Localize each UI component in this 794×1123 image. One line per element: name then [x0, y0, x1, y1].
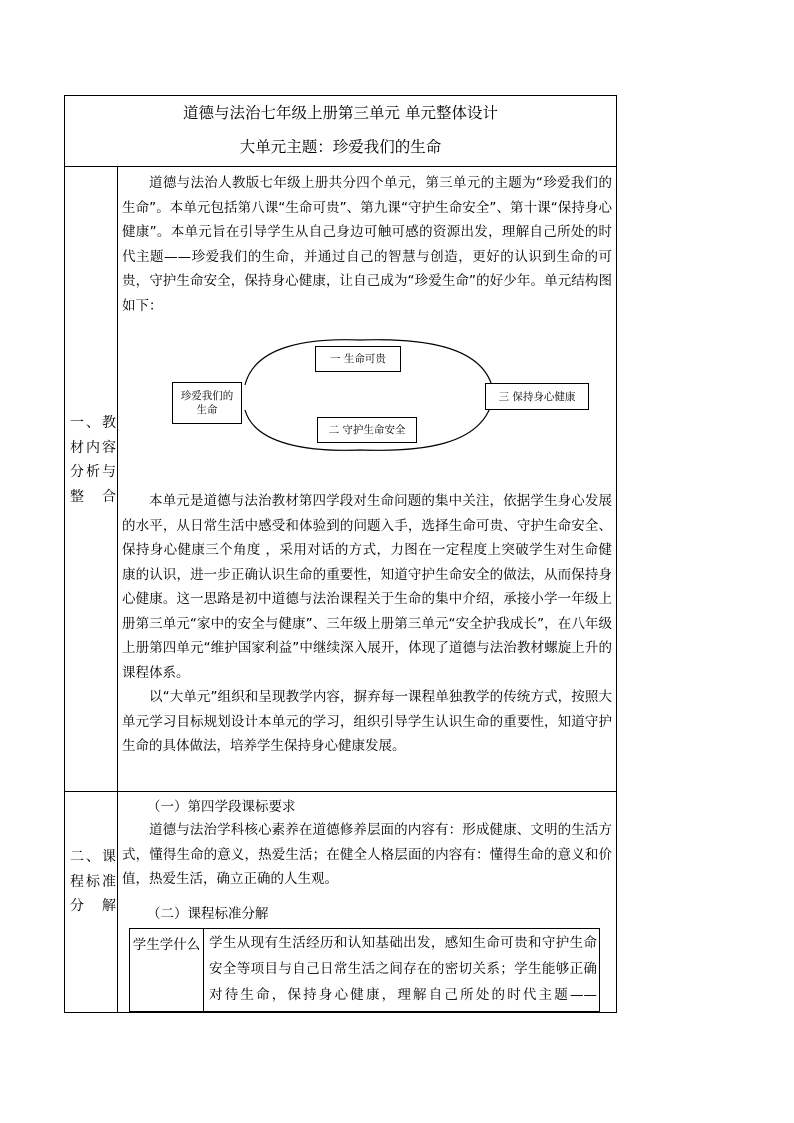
diagram-node-2-label: 二 守护生命安全	[328, 424, 406, 436]
section1-paragraph-3: 以“大单元”组织和呈现教学内容，摒弃每一课程单独教学的传统方式，按照大单元学习目标规划设计本单元的学习，组织引导学生认识生命的重要性，知道守护生命的具体做法，培养学生保持身心健康发展。	[122, 689, 612, 754]
unit-theme-title: 大单元主题：珍爱我们的生命	[239, 138, 442, 156]
standards-table-divider	[203, 928, 204, 1012]
section1-body	[122, 489, 612, 759]
diagram-center-node	[172, 382, 242, 424]
section2-subheading-2: （二）课程标准分解	[147, 906, 269, 922]
standards-row-text: 学生从现有生活经历和认知基础出发，感知生命可贵和守护生命安全等项目与自己日常生活之间存在的密切关系；学生能够正确对待生命，保持身心健康，理解自己所处的时代主题——	[209, 935, 597, 1003]
section2-label: 二、课程标准分解	[70, 849, 116, 914]
table-divider-section	[64, 791, 617, 792]
section1-label: 一、教材内容分析与整合	[70, 415, 116, 505]
table-column-divider	[117, 166, 118, 1013]
diagram-node-1-label: 一 生命可贵	[330, 353, 386, 365]
section2-paragraph-1: 道德与法治学科核心素养在道德修养层面的内容有：形成健康、文明的生活方式，懂得生命的意义，热爱生活；在健全人格层面的内容有：懂得生命的意义和价值，热爱生活，确立正确的人生观。	[122, 822, 612, 887]
diagram-center-label: 珍爱我们的生命	[180, 390, 234, 416]
diagram-node-3	[485, 383, 589, 410]
section2-subheading-1: （一）第四学段课标要求	[147, 799, 296, 815]
table-divider-title	[64, 166, 617, 167]
diagram-node-2	[317, 417, 417, 443]
standards-row-label: 学生学什么	[132, 937, 201, 953]
section1-intro-paragraph	[122, 171, 612, 318]
diagram-node-3-label: 三 保持身心健康	[498, 390, 576, 403]
diagram-node-1	[315, 346, 401, 372]
section2-body	[122, 818, 612, 892]
document-title: 道德与法治七年级上册第三单元 单元整体设计	[183, 104, 498, 122]
section1-paragraph-1: 道德与法治人教版七年级上册共分四个单元，第三单元的主题为“珍爱我们的生命”。本单元包括第八课“生命可贵”、第九课“守护生命安全”、第十课“保持身心健康”。本单元旨在引导学生从自己身边可触可感的资源出发，理解自己所处的时代主题——珍爱我们的生命，并通过自己的智慧与创造，更好的认识到生命的可贵，守护生命安全，保持身心健康，让自己成为“珍爱生命”的好少年。单元结构图如下：	[122, 175, 612, 314]
section1-paragraph-2: 本单元是道德与法治教材第四学段对生命问题的集中关注，依据学生身心发展的水平，从日常生活中感受和体验到的问题入手，选择生命可贵、守护生命安全、保持身心健康三个角度 ，采用对话的方式，力图在一定程度上突破学生对生命健康的认识，进一步正确认识生命的重要性，知道守护生命安全的做法，从而保持身心健康。这一思路是初中道德与法治课程关于生命的集中介绍，承接小学一年级上册第三单元“家中的安全与健康”、三年级上册第三单元“安全护我成长”，在八年级上册第四单元“维护国家利益”中继续深入展开，体现了道德与法治教材螺旋上升的课程体系。	[122, 493, 612, 681]
